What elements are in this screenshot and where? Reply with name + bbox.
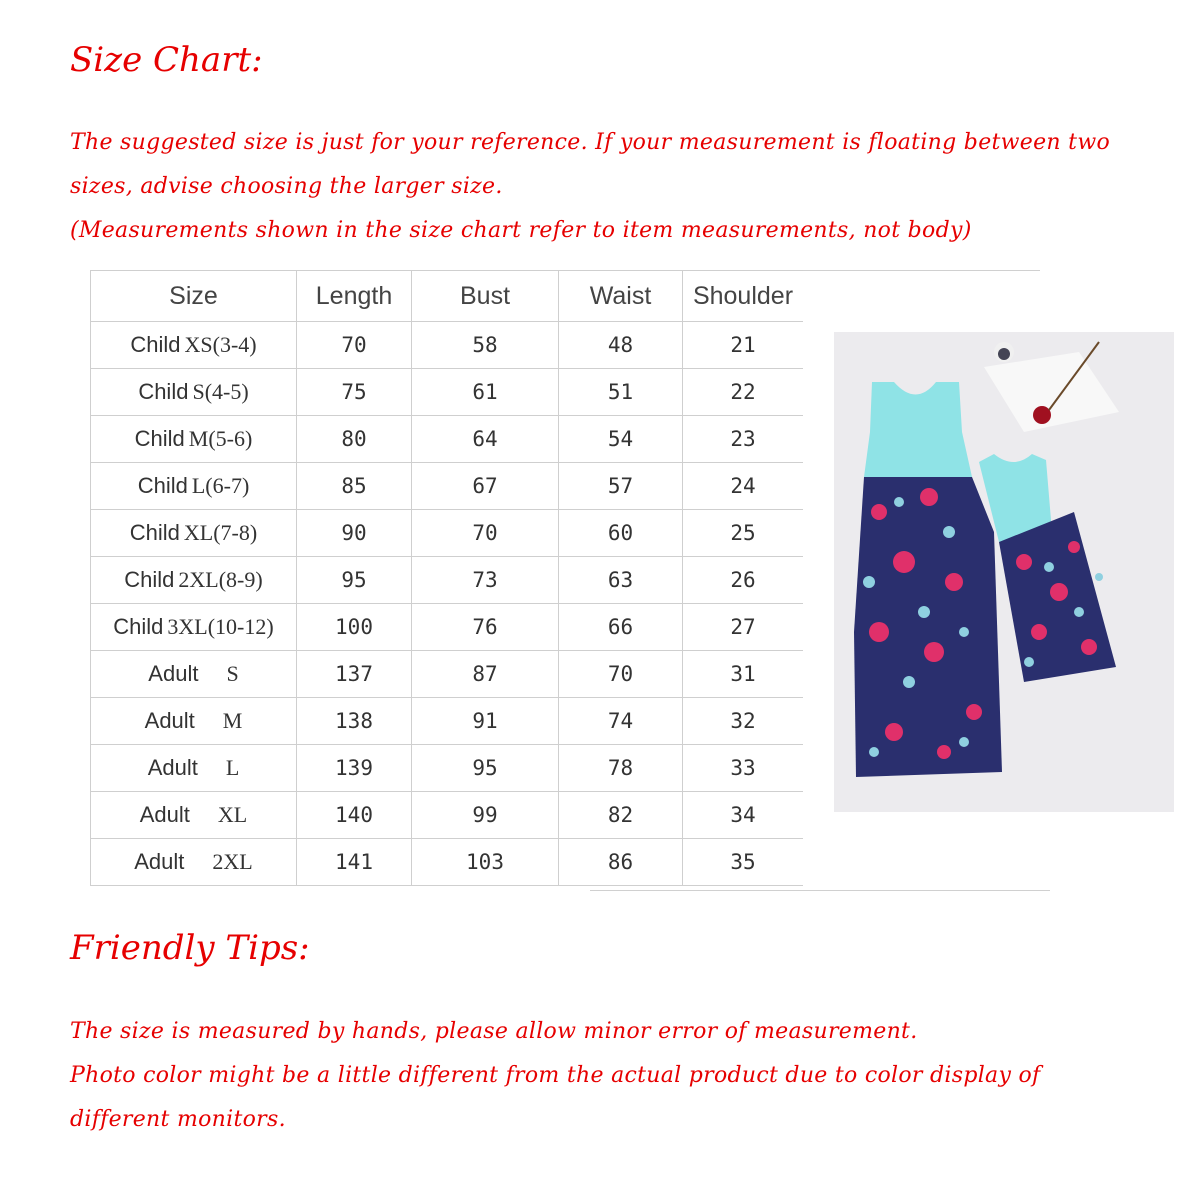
- cell-bust-container: [412, 510, 559, 557]
- cell-shoulder: 25: [730, 521, 756, 545]
- note-line: The suggested size is just for your reference. If your measurement is floating between two: [70, 130, 1110, 155]
- tip-line: Photo color might be a little different from the actual product due to color display of: [70, 1063, 1041, 1088]
- note-line: sizes, advise choosing the larger size.: [70, 174, 503, 199]
- cell-shoulder: 24: [730, 474, 756, 498]
- table-bottom-rule: [590, 890, 1050, 891]
- cell-length: 137: [335, 662, 373, 686]
- cell-shoulder-container: [683, 369, 804, 416]
- cell-bust-container: [412, 557, 559, 604]
- dress-illustration-icon: [834, 332, 1174, 812]
- size-group: Adult: [134, 849, 185, 874]
- cell-bust-container: [412, 463, 559, 510]
- product-photo: [834, 332, 1174, 812]
- cell-shoulder-container: [683, 745, 804, 792]
- cell-waist: 74: [607, 709, 634, 733]
- tip-line: The size is measured by hands, please allow minor error of measurement.: [70, 1019, 918, 1044]
- cell-size: [91, 698, 297, 745]
- cell-length-container: [297, 698, 412, 745]
- cell-waist: 60: [607, 521, 634, 545]
- cell-waist-container: [559, 792, 683, 839]
- cell-bust: 70: [472, 521, 498, 545]
- cell-waist: 54: [607, 427, 634, 451]
- size-code: S: [226, 661, 239, 686]
- cell-shoulder: 22: [730, 380, 756, 404]
- cell-length-container: [297, 745, 412, 792]
- table-header-row: [91, 271, 804, 322]
- cell-waist-container: [559, 651, 683, 698]
- cell-size: [91, 510, 297, 557]
- cell-length: 139: [335, 756, 373, 780]
- size-group: Adult: [148, 661, 199, 686]
- cell-length: 70: [341, 333, 367, 357]
- size-code: XS(3-4): [184, 332, 257, 357]
- size-group: Child: [113, 614, 164, 639]
- table-row: [91, 369, 804, 416]
- cell-shoulder: 31: [730, 662, 756, 686]
- cell-length: 90: [341, 521, 367, 545]
- cell-length-container: [297, 604, 412, 651]
- cell-waist-container: [559, 463, 683, 510]
- cell-waist-container: [559, 604, 683, 651]
- cell-length-container: [297, 792, 412, 839]
- size-code: 3XL(10-12): [167, 614, 274, 639]
- size-code: M(5-6): [188, 426, 253, 451]
- cell-waist-container: [559, 698, 683, 745]
- friendly-tips-text: [70, 1010, 1170, 1142]
- cell-shoulder-container: [683, 604, 804, 651]
- table-row: [91, 557, 804, 604]
- cell-length: 85: [341, 474, 367, 498]
- cell-shoulder: 23: [730, 427, 756, 451]
- size-group: Child: [137, 473, 188, 498]
- cell-waist: 66: [607, 615, 634, 639]
- table-row: [91, 416, 804, 463]
- cell-bust-container: [412, 792, 559, 839]
- cell-waist: 57: [607, 474, 634, 498]
- cell-length-container: [297, 510, 412, 557]
- friendly-tips-title: Friendly Tips:: [70, 928, 310, 968]
- cell-shoulder: 34: [730, 803, 756, 827]
- cell-shoulder-container: [683, 651, 804, 698]
- cell-size: [91, 557, 297, 604]
- cell-waist-container: [559, 839, 683, 886]
- cell-bust: 99: [472, 803, 498, 827]
- cell-length: 141: [335, 850, 373, 874]
- cell-waist: 86: [607, 850, 634, 874]
- note-line: (Measurements shown in the size chart refer to item measurements, not body): [70, 218, 972, 243]
- cell-length-container: [297, 322, 412, 369]
- size-group: Child: [130, 332, 181, 357]
- cell-bust-container: [412, 651, 559, 698]
- header-size: Size: [91, 271, 297, 322]
- cell-waist: 78: [607, 756, 634, 780]
- cell-bust-container: [412, 745, 559, 792]
- size-group: Child: [138, 379, 189, 404]
- cell-length-container: [297, 557, 412, 604]
- cell-size: [91, 463, 297, 510]
- cell-bust: 58: [472, 333, 498, 357]
- size-group: Child: [134, 426, 185, 451]
- size-group: Adult: [139, 802, 190, 827]
- cell-length: 95: [341, 568, 367, 592]
- header-length: Length: [297, 271, 412, 322]
- cell-waist-container: [559, 416, 683, 463]
- cell-waist-container: [559, 510, 683, 557]
- cell-waist-container: [559, 322, 683, 369]
- cell-bust-container: [412, 839, 559, 886]
- cell-length-container: [297, 839, 412, 886]
- cell-shoulder: 26: [730, 568, 756, 592]
- size-code: S(4-5): [192, 379, 249, 404]
- cell-bust: 64: [472, 427, 498, 451]
- size-code: 2XL(8-9): [178, 567, 263, 592]
- cell-size: [91, 369, 297, 416]
- cell-length-container: [297, 463, 412, 510]
- size-group: Child: [129, 520, 180, 545]
- cell-shoulder: 33: [730, 756, 756, 780]
- tip-line: different monitors.: [70, 1107, 286, 1132]
- cell-shoulder: 35: [730, 850, 756, 874]
- size-code: L: [225, 755, 240, 780]
- cell-shoulder-container: [683, 698, 804, 745]
- cell-shoulder-container: [683, 839, 804, 886]
- cell-shoulder: 27: [730, 615, 756, 639]
- size-code: XL: [217, 802, 248, 827]
- cell-size: [91, 839, 297, 886]
- cell-bust: 61: [472, 380, 498, 404]
- cell-length: 100: [335, 615, 373, 639]
- cell-waist: 51: [607, 380, 634, 404]
- cell-shoulder-container: [683, 557, 804, 604]
- table-row: [91, 839, 804, 886]
- cell-length: 75: [341, 380, 367, 404]
- cell-waist: 82: [607, 803, 634, 827]
- cell-shoulder: 32: [730, 709, 756, 733]
- size-code: XL(7-8): [183, 520, 258, 545]
- size-group: Child: [124, 567, 175, 592]
- cell-shoulder-container: [683, 463, 804, 510]
- table-row: [91, 604, 804, 651]
- cell-shoulder-container: [683, 322, 804, 369]
- cell-bust: 91: [472, 709, 498, 733]
- cell-bust-container: [412, 416, 559, 463]
- cell-shoulder-container: [683, 510, 804, 557]
- size-chart-title: Size Chart:: [70, 40, 263, 80]
- size-table: [90, 270, 803, 886]
- table-row: [91, 322, 804, 369]
- cell-length: 80: [341, 427, 367, 451]
- cell-waist: 63: [607, 568, 634, 592]
- cell-waist-container: [559, 745, 683, 792]
- size-code: L(6-7): [191, 473, 250, 498]
- cell-shoulder: 21: [730, 333, 756, 357]
- table-row: [91, 463, 804, 510]
- size-code: 2XL: [212, 849, 253, 874]
- cell-size: [91, 745, 297, 792]
- cell-bust: 103: [466, 850, 504, 874]
- cell-size: [91, 792, 297, 839]
- cell-bust: 87: [472, 662, 498, 686]
- cell-size: [91, 651, 297, 698]
- cell-bust-container: [412, 604, 559, 651]
- header-waist: Waist: [559, 271, 683, 322]
- cell-bust: 67: [472, 474, 498, 498]
- cell-length: 140: [335, 803, 373, 827]
- header-bust: Bust: [412, 271, 559, 322]
- cell-bust-container: [412, 369, 559, 416]
- table-row: [91, 510, 804, 557]
- cell-length: 138: [335, 709, 373, 733]
- cell-size: [91, 322, 297, 369]
- cell-shoulder-container: [683, 416, 804, 463]
- cell-waist-container: [559, 369, 683, 416]
- cell-bust-container: [412, 698, 559, 745]
- cell-waist: 48: [607, 333, 634, 357]
- table-row: [91, 698, 804, 745]
- cell-bust: 95: [472, 756, 498, 780]
- size-chart-note: [70, 121, 1170, 253]
- cell-size: [91, 416, 297, 463]
- cell-waist: 70: [607, 662, 634, 686]
- cell-length-container: [297, 416, 412, 463]
- header-shoulder: Shoulder: [683, 271, 804, 322]
- cell-length-container: [297, 369, 412, 416]
- cell-bust: 76: [472, 615, 498, 639]
- size-code: M: [222, 708, 243, 733]
- cell-shoulder-container: [683, 792, 804, 839]
- table-row: [91, 792, 804, 839]
- size-group: Adult: [147, 755, 198, 780]
- table-row: [91, 745, 804, 792]
- cell-length-container: [297, 651, 412, 698]
- table-row: [91, 651, 804, 698]
- cell-bust-container: [412, 322, 559, 369]
- cell-waist-container: [559, 557, 683, 604]
- size-group: Adult: [144, 708, 195, 733]
- cell-size: [91, 604, 297, 651]
- cell-bust: 73: [472, 568, 498, 592]
